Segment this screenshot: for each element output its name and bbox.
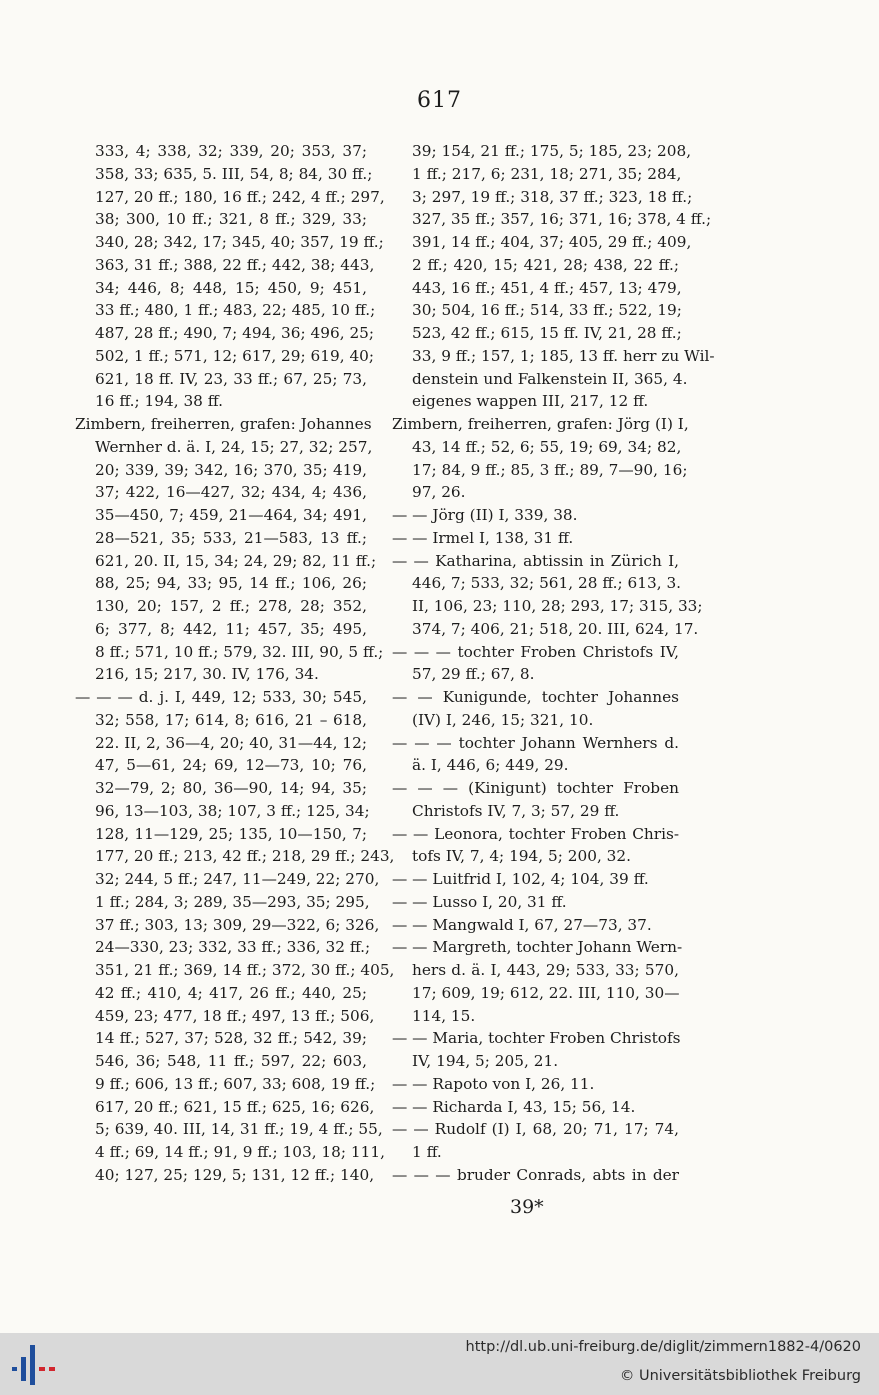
- index-line: 37; 422, 16—427, 32; 434, 4; 436,: [95, 483, 367, 502]
- index-line: 446, 7; 533, 32; 561, 28 ff.; 613, 3.: [412, 574, 682, 593]
- index-line: 32—79, 2; 80, 36—90, 14; 94, 35;: [95, 779, 367, 797]
- index-line: tofs IV, 7, 4; 194, 5; 200, 32.: [412, 847, 631, 866]
- index-line: 20; 339, 39; 342, 16; 370, 35; 419,: [95, 460, 367, 479]
- index-line: — — Leonora, tochter Froben Chris-: [392, 824, 679, 843]
- index-line: (IV) I, 246, 15; 321, 10.: [412, 710, 594, 729]
- index-line: 459, 23; 477, 18 ff.; 497, 13 ff.; 506,: [95, 1006, 375, 1025]
- index-line: — — Jörg (II) I, 339, 38.: [392, 506, 578, 524]
- index-line: 130, 20; 157, 2 ff.; 278, 28; 352,: [95, 597, 367, 615]
- index-line: 617, 20 ff.; 621, 15 ff.; 625, 16; 626,: [95, 1097, 375, 1116]
- index-line: — — — d. j. I, 449, 12; 533, 30; 545,: [75, 688, 367, 706]
- index-line: 128, 11—129, 25; 135, 10—150, 7;: [95, 824, 367, 843]
- index-line: 42 ff.; 410, 4; 417, 26 ff.; 440, 25;: [95, 983, 367, 1002]
- index-line: 4 ff.; 69, 14 ff.; 91, 9 ff.; 103, 18; 111,: [95, 1143, 385, 1161]
- index-line: 96, 13—103, 38; 107, 3 ff.; 125, 34;: [95, 801, 370, 820]
- index-line: 127, 20 ff.; 180, 16 ff.; 242, 4 ff.; 297,: [95, 187, 385, 206]
- index-line: — — Katharina, abtissin in Zürich I,: [392, 551, 679, 570]
- index-line: 14 ff.; 527, 37; 528, 32 ff.; 542, 39;: [95, 1029, 367, 1048]
- index-line: 38; 300, 10 ff.; 321, 8 ff.; 329, 33;: [95, 210, 367, 229]
- index-line: — — Margreth, tochter Johann Wern-: [392, 938, 683, 957]
- index-line: 34; 446, 8; 448, 15; 450, 9; 451,: [95, 278, 367, 297]
- footer-bar: [0, 1333, 879, 1395]
- index-line: eigenes wappen III, 217, 12 ff.: [412, 392, 649, 411]
- footer-copyright: © Universitätsbibliothek Freiburg: [619, 1368, 861, 1384]
- index-line: 363, 31 ff.; 388, 22 ff.; 442, 38; 443,: [95, 255, 375, 274]
- index-line: 177, 20 ff.; 213, 42 ff.; 218, 29 ff.; 243,: [95, 847, 395, 866]
- index-line: 40; 127, 25; 129, 5; 131, 12 ff.; 140,: [95, 1165, 375, 1184]
- index-line: 33 ff.; 480, 1 ff.; 483, 22; 485, 10 ff.;: [95, 301, 376, 320]
- index-line: — — Rapoto von I, 26, 11.: [392, 1074, 595, 1093]
- index-line: 358, 33; 635, 5. III, 54, 8; 84, 30 ff.;: [95, 164, 373, 183]
- index-line: 33, 9 ff.; 157, 1; 185, 13 ff. herr zu Wil-: [412, 346, 715, 365]
- index-line: 32; 244, 5 ff.; 247, 11—249, 22; 270,: [95, 870, 380, 888]
- index-line: 97, 26.: [412, 483, 466, 502]
- index-line: 340, 28; 342, 17; 345, 40; 357, 19 ff.;: [95, 233, 384, 251]
- index-line: — — Mangwald I, 67, 27—73, 37.: [392, 915, 652, 934]
- index-line: 621, 20. II, 15, 34; 24, 29; 82, 11 ff.;: [95, 551, 377, 570]
- index-line: 24—330, 23; 332, 33 ff.; 336, 32 ff.;: [95, 938, 371, 957]
- index-line: — — — bruder Conrads, abts in der: [392, 1165, 679, 1184]
- index-line: 30; 504, 16 ff.; 514, 33 ff.; 522, 19;: [412, 301, 682, 320]
- index-line: Zimbern, freiherren, grafen: Johannes: [75, 415, 372, 433]
- index-line: — — Maria, tochter Froben Christofs: [392, 1029, 681, 1048]
- index-line: — — Luitfrid I, 102, 4; 104, 39 ff.: [392, 870, 649, 888]
- index-line: 374, 7; 406, 21; 518, 20. III, 624, 17.: [412, 619, 699, 638]
- index-line: Zimbern, freiherren, grafen: Jörg (I) I,: [392, 415, 689, 433]
- library-logo-icon: [10, 1343, 56, 1387]
- index-line: 2 ff.; 420, 15; 421, 28; 438, 22 ff.;: [412, 255, 679, 274]
- index-line: 43, 14 ff.; 52, 6; 55, 19; 69, 34; 82,: [412, 437, 682, 456]
- index-line: 333, 4; 338, 32; 339, 20; 353, 37;: [95, 142, 367, 160]
- index-line: 17; 609, 19; 612, 22. III, 110, 30—: [412, 983, 680, 1002]
- index-line: IV, 194, 5; 205, 21.: [412, 1052, 559, 1070]
- index-line: Wernher d. ä. I, 24, 15; 27, 32; 257,: [95, 437, 373, 456]
- index-line: 16 ff.; 194, 38 ff.: [95, 392, 223, 411]
- index-line: 546, 36; 548, 11 ff.; 597, 22; 603,: [95, 1052, 367, 1070]
- footer-url-link[interactable]: http://dl.ub.uni-freiburg.de/diglit/zimmern1882-4/0620: [465, 1339, 861, 1355]
- index-line: Christofs IV, 7, 3; 57, 29 ff.: [412, 801, 620, 820]
- index-line: — — Lusso I, 20, 31 ff.: [392, 892, 567, 911]
- index-line: 17; 84, 9 ff.; 85, 3 ff.; 89, 7—90, 16;: [412, 460, 688, 479]
- index-line: 37 ff.; 303, 13; 309, 29—322, 6; 326,: [95, 915, 380, 934]
- index-line: 1 ff.; 217, 6; 231, 18; 271, 35; 284,: [412, 164, 682, 183]
- index-line: denstein und Falkenstein II, 365, 4.: [412, 369, 688, 388]
- signature-mark: 39*: [510, 1196, 544, 1218]
- index-line: ä. I, 446, 6; 449, 29.: [412, 756, 569, 775]
- index-line: — — Richarda I, 43, 15; 56, 14.: [392, 1097, 636, 1116]
- index-column-left: [75, 140, 395, 1187]
- index-line: 3; 297, 19 ff.; 318, 37 ff.; 323, 18 ff.;: [412, 187, 693, 206]
- index-line: 351, 21 ff.; 369, 14 ff.; 372, 30 ff.; 405,: [95, 961, 395, 979]
- index-line: 57, 29 ff.; 67, 8.: [412, 665, 535, 684]
- index-line: — — — tochter Froben Christofs IV,: [392, 642, 679, 661]
- index-line: 1 ff.: [412, 1143, 442, 1161]
- page-number: 617: [417, 88, 462, 113]
- index-line: II, 106, 23; 110, 28; 293, 17; 315, 33;: [412, 597, 703, 615]
- index-line: 88, 25; 94, 33; 95, 14 ff.; 106, 26;: [95, 574, 367, 593]
- index-line: 487, 28 ff.; 490, 7; 494, 36; 496, 25;: [95, 324, 375, 342]
- index-line: 621, 18 ff. IV, 23, 33 ff.; 67, 25; 73,: [95, 369, 367, 388]
- index-line: 502, 1 ff.; 571, 12; 617, 29; 619, 40;: [95, 346, 375, 365]
- index-line: 523, 42 ff.; 615, 15 ff. IV, 21, 28 ff.;: [412, 324, 682, 342]
- index-line: — — Irmel I, 138, 31 ff.: [392, 528, 574, 547]
- index-line: 9 ff.; 606, 13 ff.; 607, 33; 608, 19 ff.;: [95, 1074, 376, 1093]
- index-line: — — — tochter Johann Wernhers d.: [392, 733, 679, 752]
- index-line: — — Kunigunde, tochter Johannes: [392, 688, 679, 706]
- index-line: 28—521, 35; 533, 21—583, 13 ff.;: [95, 528, 367, 547]
- index-column-right: [392, 140, 715, 1187]
- index-line: 6; 377, 8; 442, 11; 457, 35; 495,: [95, 619, 367, 638]
- index-line: 8 ff.; 571, 10 ff.; 579, 32. III, 90, 5 ff.;: [95, 642, 384, 661]
- index-line: 327, 35 ff.; 357, 16; 371, 16; 378, 4 ff.;: [412, 210, 712, 229]
- index-line: 216, 15; 217, 30. IV, 176, 34.: [95, 665, 319, 684]
- index-line: 22. II, 2, 36—4, 20; 40, 31—44, 12;: [95, 733, 367, 752]
- index-line: 443, 16 ff.; 451, 4 ff.; 457, 13; 479,: [412, 278, 682, 297]
- index-line: 35—450, 7; 459, 21—464, 34; 491,: [95, 506, 367, 524]
- index-line: 114, 15.: [412, 1006, 476, 1025]
- index-line: 47, 5—61, 24; 69, 12—73, 10; 76,: [95, 756, 367, 775]
- index-line: hers d. ä. I, 443, 29; 533, 33; 570,: [412, 961, 679, 979]
- index-line: 5; 639, 40. III, 14, 31 ff.; 19, 4 ff.; 55,: [95, 1120, 383, 1139]
- index-line: 32; 558, 17; 614, 8; 616, 21 – 618,: [95, 710, 367, 729]
- index-line: — — Rudolf (I) I, 68, 20; 71, 17; 74,: [392, 1120, 679, 1139]
- index-line: 391, 14 ff.; 404, 37; 405, 29 ff.; 409,: [412, 233, 692, 251]
- index-line: 39; 154, 21 ff.; 175, 5; 185, 23; 208,: [412, 142, 692, 160]
- index-line: 1 ff.; 284, 3; 289, 35—293, 35; 295,: [95, 892, 370, 911]
- index-line: — — — (Kinigunt) tochter Froben: [392, 779, 679, 797]
